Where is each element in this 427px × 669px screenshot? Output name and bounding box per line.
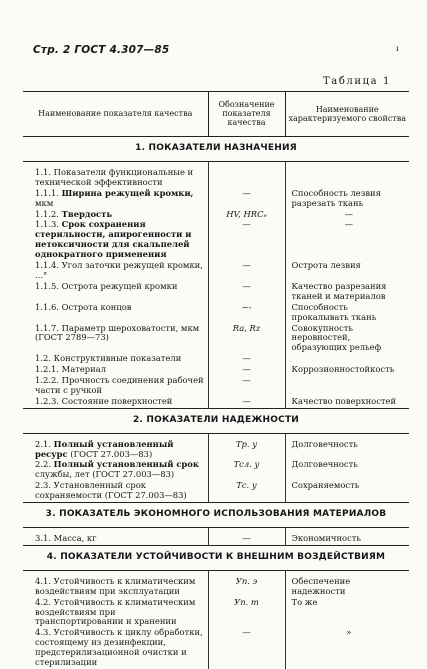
table-row	[23, 528, 409, 546]
section-heading-row	[23, 545, 409, 570]
indicator-name-bold: Полный установленный срок	[53, 459, 199, 470]
characterized-property: Обеспечение надежности	[291, 575, 351, 596]
indicator-name	[23, 324, 208, 355]
indicator-code: —	[208, 220, 285, 261]
characterized-property: —	[344, 208, 353, 219]
table-row	[23, 481, 409, 502]
indicator-code: —	[208, 365, 285, 376]
characterized-property: Способность прокалывать ткань	[291, 301, 377, 322]
indicator-code: —	[208, 261, 285, 282]
indicator-name	[23, 598, 208, 629]
indicator-name	[23, 570, 208, 597]
indicator-name-text: 1.1.5. Острота режущей кромки	[35, 280, 178, 291]
indicator-name	[23, 303, 208, 324]
characterized-property: Острота лезвия	[291, 260, 361, 271]
indicator-name-text: 1.2.2. Прочность соединения рабочей части с ручкой	[35, 375, 204, 395]
indicator-name	[23, 261, 208, 282]
indicator-name-text: 1.2. Конструктивные показатели	[35, 353, 182, 364]
characterized-property: Долговечность	[291, 459, 358, 470]
indicator-name-text: 1.2.3. Состояние поверхностей	[35, 395, 173, 406]
section-heading-row	[23, 503, 409, 528]
characterized-property: Экономичность	[291, 533, 361, 543]
indicator-name	[23, 433, 208, 460]
indicator-code: —	[208, 189, 285, 210]
table-row	[23, 261, 409, 282]
indicator-number: 2.2.	[35, 459, 54, 470]
indicator-code: Tр. у	[208, 433, 285, 460]
indicator-name-bold: Срок сохранения стерильности, апирогенности и нетоксичности для скальпелей однократного применения	[35, 219, 192, 260]
indicator-name-text: 1.1. Показатели функциональные и технической эффективности	[35, 166, 194, 187]
indicator-name	[23, 397, 208, 408]
table-row	[23, 376, 409, 397]
indicator-code: HV, HRCₑ	[208, 210, 285, 221]
characterized-property: Долговечность	[291, 438, 358, 449]
document-body	[23, 91, 409, 669]
indicator-name	[23, 220, 208, 261]
indicator-name-text: 4.1. Устойчивость к климатическим воздействиям при эксплуатации	[35, 575, 196, 596]
section-title: 2. ПОКАЗАТЕЛИ НАДЕЖНОСТИ	[23, 408, 409, 433]
indicator-name	[23, 460, 208, 481]
characterized-property: Способность лезвия разрезать ткань	[291, 187, 381, 208]
indicator-name	[23, 189, 208, 210]
indicator-name-bold: Ширина режущей кромки,	[61, 187, 194, 198]
table-row	[23, 189, 409, 210]
characterized-property: То же	[291, 596, 318, 607]
indicator-name	[23, 161, 208, 188]
indicator-number: 1.1.1.	[35, 187, 62, 198]
indicator-name-rest: службы, лет (ГОСТ 27.003—83)	[35, 469, 175, 480]
column-header-property: Наименование характеризуемого свойства	[285, 92, 409, 137]
indicator-code: —	[208, 282, 285, 303]
indicator-name	[23, 376, 208, 397]
corner-mark: ı	[396, 44, 399, 53]
indicator-code: —	[208, 528, 285, 546]
indicator-name-text: 1.2.1. Материал	[35, 364, 107, 375]
table-row	[23, 303, 409, 324]
table-row	[23, 282, 409, 303]
indicator-number: 2.1.	[35, 438, 54, 449]
indicator-code: Tс. у	[208, 481, 285, 502]
section-title: 1. ПОКАЗАТЕЛИ НАЗНАЧЕНИЯ	[23, 137, 409, 162]
table-row	[23, 570, 409, 597]
table-row	[23, 460, 409, 481]
indicator-name-rest: (ГОСТ 27.003—83)	[67, 448, 153, 459]
indicator-code: Уп. т	[208, 598, 285, 629]
indicator-name-text: 2.3. Установленный срок сохраняемости (ГОСТ 27.003—83)	[35, 480, 187, 501]
table-body	[23, 137, 409, 669]
indicator-code: Уп. э	[208, 570, 285, 597]
section-title: 3. ПОКАЗАТЕЛЬ ЭКОНОМНОГО ИСПОЛЬЗОВАНИЯ МАТЕРИАЛОВ	[23, 503, 409, 528]
table-row	[23, 598, 409, 629]
indicator-code: Ra, Rz	[208, 324, 285, 355]
indicator-name-text: 4.3. Устойчивость к циклу обработки, состоящему из дезинфекции, предстерилизационной очистки и стерилизации	[35, 627, 203, 668]
indicator-name-bold: Твердость	[61, 208, 113, 219]
table-row	[23, 628, 409, 669]
indicator-name-text: 4.2. Устойчивость к климатическим воздействиям при транспортировании и хранении	[35, 596, 196, 627]
characterized-property	[285, 161, 409, 188]
table-row	[23, 433, 409, 460]
characterized-property: Сохраняемость	[291, 480, 360, 491]
table-row	[23, 324, 409, 355]
quality-indicators-table	[23, 91, 409, 669]
table-row	[23, 161, 409, 188]
indicator-name-text: 1.1.4. Угол заточки режущей кромки, ...°	[35, 260, 203, 280]
indicator-name	[23, 282, 208, 303]
indicator-name	[23, 628, 208, 669]
characterized-property: Качество разрезания тканей и материалов	[291, 280, 387, 301]
indicator-code: Tсл. у	[208, 460, 285, 481]
section-heading-row	[23, 137, 409, 162]
table-row	[23, 397, 409, 408]
column-header-code: Обозначение показателя качества	[208, 92, 285, 137]
indicator-name-bold: Полный установленный ресурс	[35, 438, 174, 459]
indicator-name-text: 3.1. Масса, кг	[35, 533, 97, 543]
indicator-code: ~-	[208, 303, 285, 324]
page-header: Стр. 2 ГОСТ 4.307—85	[33, 44, 170, 56]
characterized-property: —	[344, 219, 353, 230]
indicator-code: —	[208, 397, 285, 408]
indicator-name	[23, 481, 208, 502]
characterized-property: Качество поверхностей	[291, 395, 397, 406]
indicator-name-text: 1.1.7. Параметр шероховатости, мкм (ГОСТ 2789—73)	[35, 322, 200, 343]
indicator-name-text: 1.1.6. Острота концов	[35, 301, 132, 312]
indicator-code: —	[208, 354, 285, 365]
indicator-name	[23, 528, 208, 546]
indicator-number: 1.1.2.	[35, 208, 62, 219]
indicator-code: —	[208, 628, 285, 669]
characterized-property: »	[346, 627, 352, 638]
indicator-number: 1.1.3.	[35, 219, 62, 230]
section-title: 4. ПОКАЗАТЕЛИ УСТОЙЧИВОСТИ К ВНЕШНИМ ВОЗДЕЙСТВИЯМ	[23, 545, 409, 570]
indicator-code	[208, 161, 285, 188]
characterized-property: Коррозионностойкость	[291, 364, 395, 375]
section-heading-row	[23, 408, 409, 433]
table-caption: Таблица 1	[322, 76, 391, 87]
characterized-property	[285, 376, 409, 397]
indicator-code: —	[208, 376, 285, 397]
characterized-property: Совокупность неровностей, образующих рельеф	[291, 322, 382, 353]
table-header-row	[23, 92, 409, 137]
column-header-name: Наименование показателя качества	[23, 92, 208, 137]
table-row	[23, 220, 409, 261]
indicator-name-rest: мкм	[35, 197, 54, 208]
